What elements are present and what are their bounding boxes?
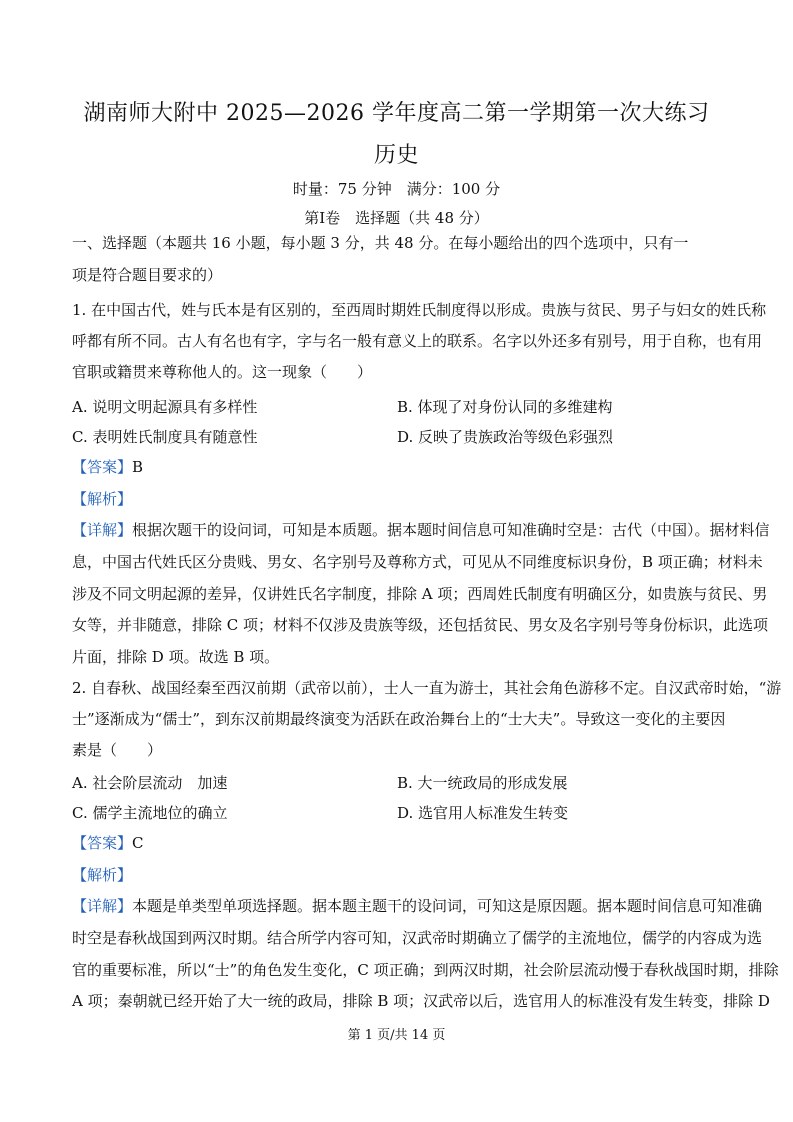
question-1-option-c: C. 表明姓氏制度具有随意性 — [72, 428, 258, 446]
question-1-detail: 涉及不同文明起源的差异，仅讲姓氏名字制度，排除 A 项；西周姓氏制度有明确区分，如贵族与贫民、男 — [72, 585, 768, 603]
question-2-option-a: A. 社会阶层流动 加速 — [72, 774, 228, 792]
question-1-stem: 官职或籍贯来尊称他人的。这一现象（ ） — [72, 363, 373, 381]
question-1-option-a: A. 说明文明起源具有多样性 — [72, 398, 258, 416]
question-1-detail: 息，中国古代姓氏区分贵贱、男女、名字别号及尊称方式，可见从不同维度标识身份，B 项正确；材料未 — [72, 553, 763, 571]
answer-tag: 【答案】 — [72, 458, 133, 476]
question-2-option-d: D. 选官用人标准发生转变 — [397, 804, 569, 822]
question-2-answer — [72, 833, 722, 853]
instructions-line: 一、选择题（本题共 16 小题，每小题 3 分，共 48 分。在每小题给出的四个选项中，只有一 — [72, 234, 689, 252]
page-number: 第 1 页/共 14 页 — [347, 1028, 446, 1043]
exam-title: 湖南师大附中 2025—2026 学年度高二第一学期第一次大练习 — [83, 101, 710, 126]
question-1-answer — [72, 457, 722, 477]
question-2-analysis-tag: 【解析】 — [72, 866, 133, 884]
subject-title: 历史 — [373, 143, 419, 168]
question-1-detail: 女等，并非随意，排除 C 项；材料不仅涉及贵族等级，还包括贫民、男女及名字别号等身份标识，此选项 — [72, 616, 769, 634]
question-2-stem: 士”逐渐成为“儒士”，到东汉前期最终演变为活跃在政治舞台上的“士大夫”。导致这一变化的主要因 — [72, 710, 726, 728]
detail-tag: 【详解】 — [72, 521, 133, 539]
time-score-info: 时量：75 分钟 满分：100 分 — [292, 180, 501, 198]
detail-text: 根据次题干的设问词，可知是本质题。据本题时间信息可知准确时空是：古代（中国）。据材料信 — [132, 521, 770, 539]
question-1-analysis-tag: 【解析】 — [72, 490, 133, 508]
question-1-stem: 呼都有所不同。古人有名也有字，字与名一般有意义上的联系。名字以外还多有别号，用于自称，也有用 — [72, 332, 763, 350]
answer-value: C — [132, 834, 144, 852]
answer-tag: 【答案】 — [72, 834, 133, 852]
question-2-detail: 官的重要标准，所以“士”的角色发生变化，C 项正确；到两汉时期，社会阶层流动慢于春秋战国时期，排除 — [72, 961, 779, 979]
question-2-stem: 素是（ ） — [72, 741, 163, 759]
section-heading: 第Ⅰ卷 选择题（共 48 分） — [304, 209, 489, 227]
question-2-option-b: B. 大一统政局的形成发展 — [397, 774, 568, 792]
question-2-detail — [72, 896, 763, 916]
question-1-option-d: D. 反映了贵族政治等级色彩强烈 — [397, 428, 614, 446]
answer-value: B — [132, 458, 144, 476]
question-1-option-b: B. 体现了对身份认同的多维建构 — [397, 398, 613, 416]
question-1-stem: 1. 在中国古代，姓与氏本是有区别的，至西周时期姓氏制度得以形成。贵族与贫民、男子与妇女的姓氏称 — [72, 301, 767, 319]
question-2-option-c: C. 儒学主流地位的确立 — [72, 804, 228, 822]
detail-text: 本题是单类型单项选择题。据本题主题干的设问词，可知这是原因题。据本题时间信息可知准确 — [132, 897, 763, 915]
instructions-line: 项是符合题目要求的） — [72, 266, 223, 284]
question-2-stem: 2. 自春秋、战国经秦至西汉前期（武帝以前），士人一直为游士，其社会角色游移不定。自汉武帝时始，“游 — [72, 679, 782, 697]
question-1-detail — [72, 520, 770, 540]
detail-tag: 【详解】 — [72, 897, 133, 915]
question-2-detail: A 项；秦朝就已经开始了大一统的政局，排除 B 项；汉武帝以后，选官用人的标准没有发生转变，排除 D — [72, 992, 770, 1010]
question-2-detail: 时空是春秋战国到两汉时期。结合所学内容可知，汉武帝时期确立了儒学的主流地位，儒学的内容成为选 — [72, 929, 763, 947]
question-1-detail: 片面，排除 D 项。故选 B 项。 — [72, 648, 280, 666]
